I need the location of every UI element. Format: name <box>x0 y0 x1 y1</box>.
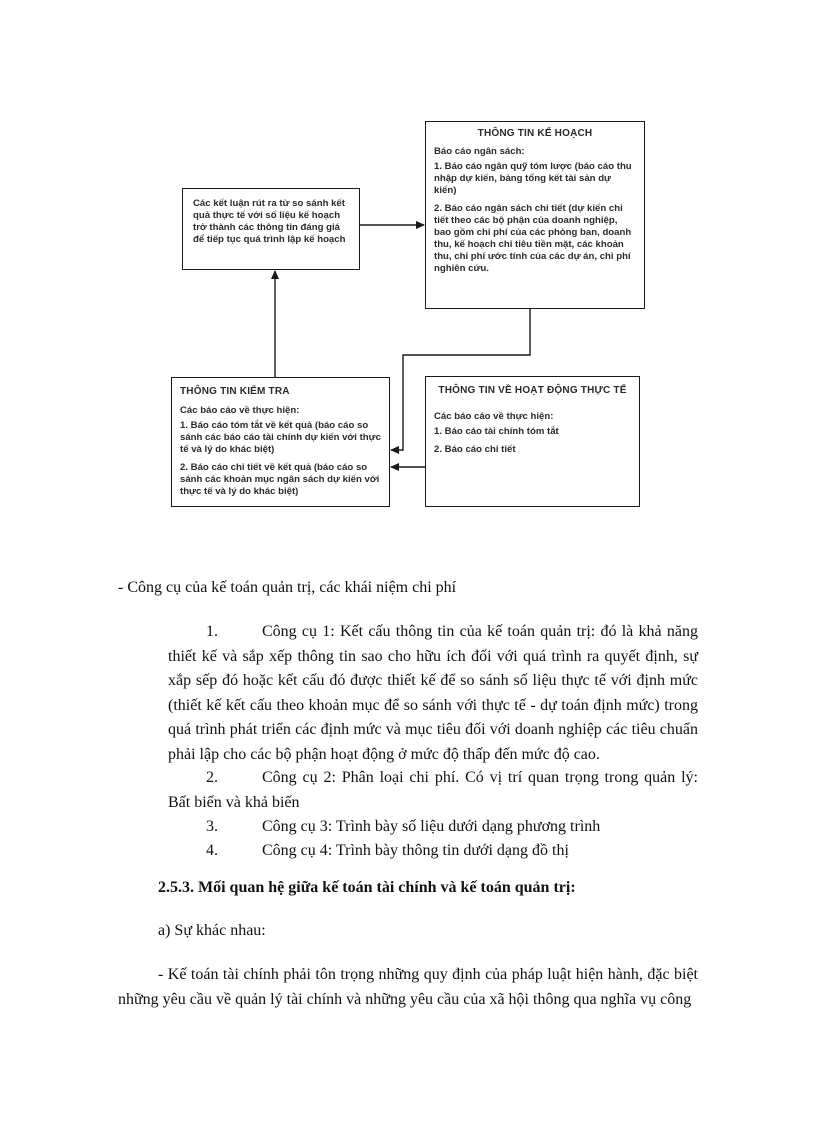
section-heading: 2.5.3. Mối quan hệ giữa kế toán tài chính và kế toán quản trị: <box>158 879 576 896</box>
diagram-connectors <box>0 0 816 540</box>
actual-box-heading: Các báo cáo về thực hiện: <box>434 411 554 422</box>
list-item <box>168 839 698 864</box>
actual-box-item-2: 2. Báo cáo chi tiết <box>434 444 516 455</box>
actual-activity-box <box>425 376 640 507</box>
plan-box-title: THÔNG TIN KẾ HOẠCH <box>477 128 593 139</box>
control-box-item-1: 1. Báo cáo tóm tắt về kết quả (báo cáo so sánh các báo cáo tài chính dự kiến với thực tế và lý do khác biệt) <box>180 420 381 455</box>
body-paragraph <box>118 963 698 1012</box>
control-box-item-2: 2. Báo cáo chi tiết về kết quả (báo cáo so sánh các khoản mục ngân sách dự kiến với thực tế và lý do khác biệt) <box>180 462 380 497</box>
list-item-number: 3. <box>206 818 218 835</box>
actual-box-item-1: 1. Báo cáo tài chính tóm tắt <box>434 426 559 437</box>
control-info-box <box>171 377 390 507</box>
list-item <box>168 766 698 815</box>
conclusion-box <box>182 188 360 270</box>
list-item-first-line: Công cụ 4: Trình bày thông tin dưới dạng đồ thị <box>262 842 569 859</box>
list-item-first-line: Công cụ 2: Phân loại chi phí. Có vị trí quan trọng trong quản lý: <box>262 769 698 786</box>
subsection-heading: a) Sự khác nhau: <box>158 922 266 939</box>
list-item <box>168 620 698 767</box>
paragraph-text: - Kế toán tài chính phải tôn trọng những quy định của pháp luật hiện hành, đặc biệt những yêu cầu về quản lý tài chính và những yêu cầu của xã hội thông qua nghĩa vụ công <box>118 966 698 1008</box>
plan-info-box <box>425 121 645 309</box>
list-item-first-line: Công cụ 3: Trình bày số liệu dưới dạng phương trình <box>262 818 601 835</box>
flow-diagram <box>0 0 816 540</box>
conclusion-box-text: Các kết luận rút ra từ so sánh kết quả thực tế với số liệu kế hoạch trở thành các thông tin đáng giá để tiếp tục quá trình lập kế hoạch <box>193 198 346 245</box>
actual-box-title: THÔNG TIN VỀ HOẠT ĐỘNG THỰC TẾ <box>438 385 627 396</box>
plan-box-item-2: 2. Báo cáo ngân sách chi tiết (dự kiến chi tiết theo các bộ phận của doanh nghiệp, bao gồm chi phí của các phòng ban, doanh thu, kế hoạch chi tiêu tiền mặt, các khoản thu, chi phí ước tính của các dự án, chi phí nghiên cứu. <box>434 203 632 274</box>
list-item <box>168 815 698 840</box>
list-item-number: 4. <box>206 842 218 859</box>
list-item-first-line: Công cụ 1: Kết cấu thông tin của kế toán quản trị: đó là khả năng <box>262 623 698 640</box>
list-item-number: 2. <box>206 769 218 786</box>
list-item-continuation: Bất biến và khả biến <box>168 793 300 811</box>
control-box-heading: Các báo cáo về thực hiện: <box>180 405 300 416</box>
plan-box-item-1: 1. Báo cáo ngân quỹ tóm lược (báo cáo thu nhập dự kiến, bảng tổng kết tài sản dự kiến) <box>434 161 632 196</box>
plan-box-heading: Báo cáo ngân sách: <box>434 146 525 157</box>
list-item-number: 1. <box>206 623 218 640</box>
intro-line: - Công cụ của kế toán quản trị, các khái niệm chi phí <box>118 579 457 596</box>
control-box-title: THÔNG TIN KIỂM TRA <box>180 386 290 397</box>
list-item-continuation: thiết kế và sắp xếp thông tin sao cho hữu ích đối với quá trình ra quyết định, sự xắp sếp đó hoặc kết cấu đó được thiết kế để so sánh số liệu thực tế với định mức (thiết kế kết cấu theo khoản mục để so sánh với thực tế - dự toán định mức) trong quá trình phát triển các định mức và mục tiêu đối với doanh nghiệp các tiêu chuẩn phải lập cho các bộ phận hoạt động ở mức độ thấp đến mức độ cao. <box>168 647 698 763</box>
